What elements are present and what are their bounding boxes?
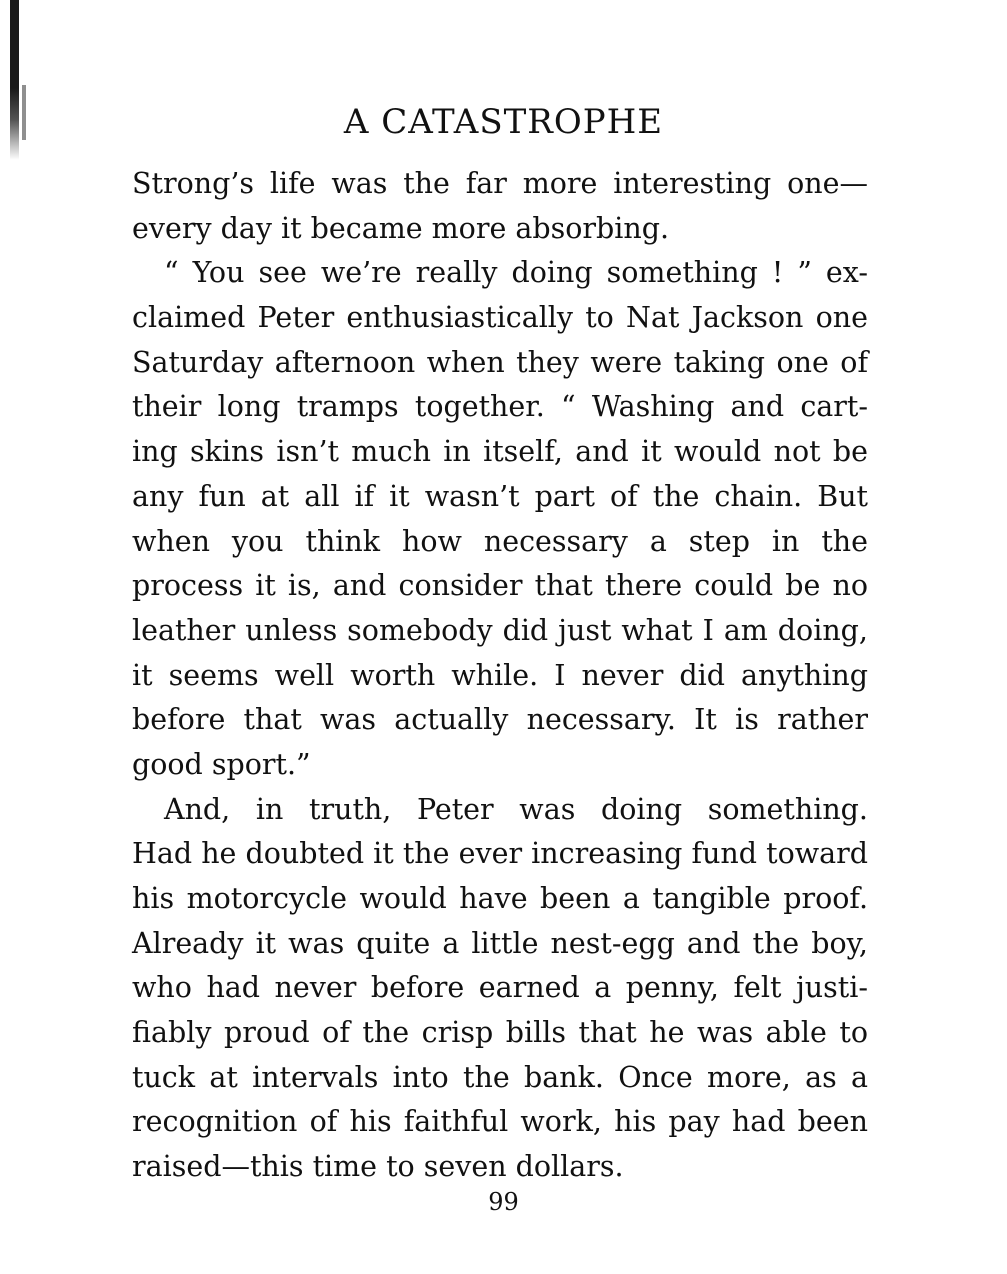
text-line: fiably proud of the crisp bills that he was able to: [132, 1016, 868, 1050]
text-line: who had never before earned a penny, felt justi-: [132, 971, 868, 1005]
text-line: Already it was quite a little nest-egg and the boy,: [132, 926, 868, 960]
text-line: when you think how necessary a step in the: [132, 524, 868, 558]
text-line: Had he doubted it the ever increasing fund toward: [132, 837, 868, 871]
text-line: before that was actually necessary. It is rather: [132, 703, 868, 737]
text-line: any fun at all if it wasn’t part of the chain. But: [132, 479, 868, 513]
text-line: their long tramps together. “ Washing and cart-: [132, 390, 868, 424]
text-line: ing skins isn’t much in itself, and it would not be: [132, 435, 868, 469]
text-line: Saturday afternoon when they were taking one of: [132, 345, 868, 379]
text-line: it seems well worth while. I never did anything: [132, 658, 868, 692]
text-line: process it is, and consider that there could be no: [132, 569, 868, 603]
text-line: “ You see we’re really doing something ! ” ex-: [164, 256, 868, 290]
text-line: his motorcycle would have been a tangible proof.: [132, 882, 868, 915]
text-line: every day it became more absorbing.: [132, 211, 670, 245]
running-head: A CATASTROPHE: [343, 102, 664, 142]
text-line: leather unless somebody did just what I am doing,: [132, 613, 868, 647]
text-line: And, in truth, Peter was doing something.: [164, 792, 868, 826]
text-line: tuck at intervals into the bank. Once more, as a: [132, 1060, 868, 1094]
page-number: 99: [488, 1188, 519, 1216]
text-line: good sport.”: [132, 747, 311, 781]
text-line: recognition of his faithful work, his pay had been: [132, 1105, 868, 1139]
text-line: Strong’s life was the far more interesting one—: [132, 167, 868, 200]
text-line: claimed Peter enthusiastically to Nat Jackson one: [132, 301, 868, 335]
text-line: raised—this time to seven dollars.: [132, 1150, 624, 1184]
body-text: [132, 162, 868, 1190]
